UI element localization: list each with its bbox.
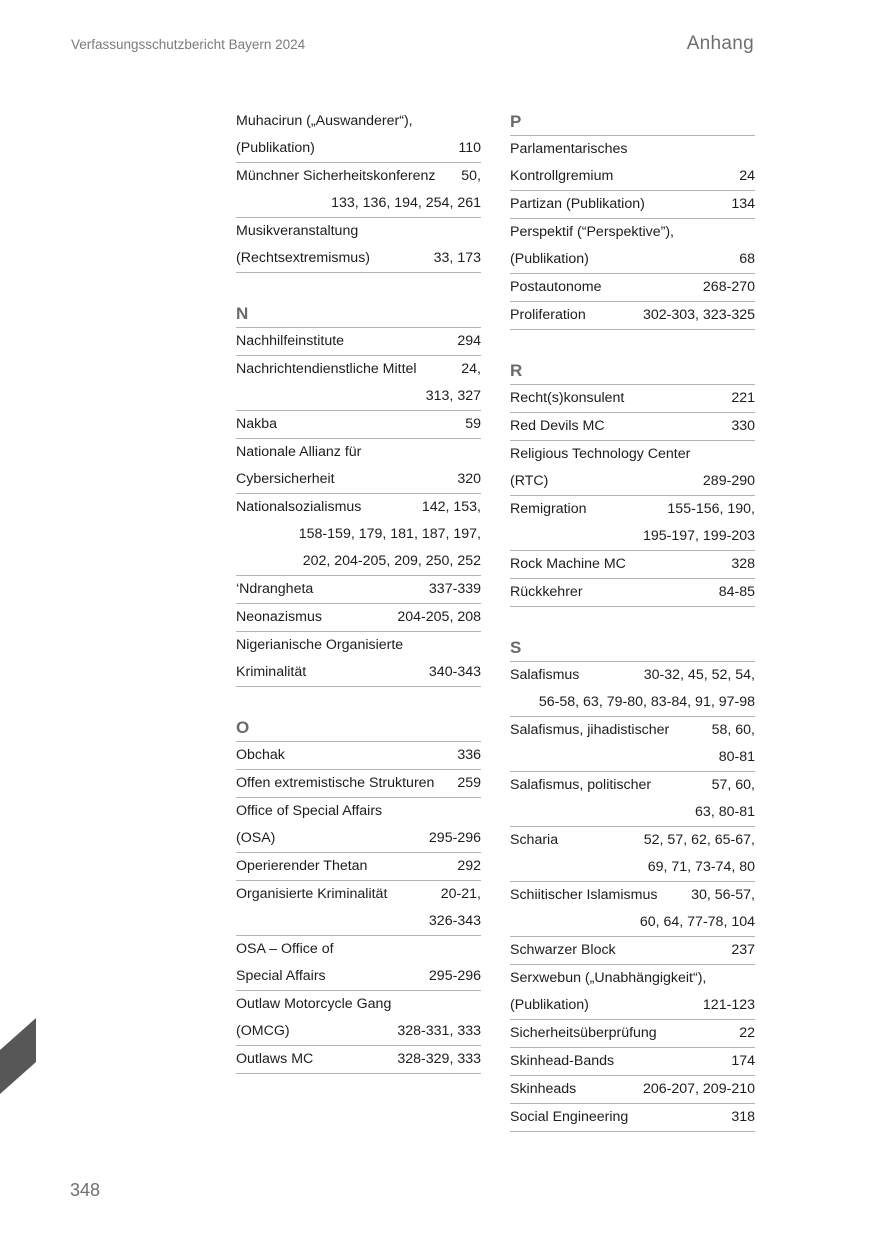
entry-term: Schwarzer Block — [510, 942, 616, 958]
entry-continuation-line — [236, 521, 481, 548]
entry-line — [510, 385, 755, 412]
entry-pages: 328-329, 333 — [397, 1051, 481, 1067]
index-entry — [510, 579, 755, 607]
entry-pages: 60, 64, 77-78, 104 — [639, 914, 755, 930]
index-entry — [236, 108, 481, 163]
entry-term: Recht(s)konsulent — [510, 390, 625, 406]
entry-line — [510, 772, 755, 799]
entry-pages: 295-296 — [428, 968, 481, 984]
entry-continuation-line — [236, 908, 481, 935]
index-entry — [510, 1048, 755, 1076]
entry-continuation-line — [510, 744, 755, 771]
running-header-title: Verfassungsschutzbericht Bayern 2024 — [71, 37, 306, 52]
entry-term: Postautonome — [510, 279, 602, 295]
entry-pages: 110 — [458, 140, 481, 156]
entry-pages: 58, 60, — [711, 722, 755, 738]
entry-term: (Publikation) — [510, 251, 589, 267]
entry-term: Outlaw Motorcycle Gang — [236, 996, 392, 1012]
index-column-left — [236, 108, 481, 1101]
entry-pages: 289-290 — [702, 473, 755, 489]
entry-line — [510, 965, 755, 992]
entry-term: Nationalsozialismus — [236, 499, 362, 515]
entry-line — [236, 411, 481, 438]
entry-pages: 328-331, 333 — [397, 1023, 481, 1039]
index-entry — [510, 496, 755, 551]
entry-term: Offen extremistische Strukturen — [236, 775, 435, 791]
entry-line — [236, 853, 481, 880]
entry-pages: 330 — [731, 418, 755, 434]
entry-pages: 134 — [731, 196, 755, 212]
index-entry — [510, 1104, 755, 1132]
entry-pages: 133, 136, 194, 254, 261 — [331, 195, 481, 211]
entry-pages: 318 — [731, 1109, 755, 1125]
index-entry — [510, 965, 755, 1020]
index-entry — [510, 551, 755, 579]
entry-pages: 30-32, 45, 52, 54, — [643, 667, 755, 683]
entry-pages: 22 — [739, 1025, 755, 1041]
section-letter: P — [510, 108, 755, 136]
entry-pages: 158-159, 179, 181, 187, 197, — [298, 526, 481, 542]
entry-line — [510, 468, 755, 495]
index-entry — [236, 853, 481, 881]
index-entry — [510, 827, 755, 882]
running-header-section: Anhang — [686, 33, 754, 54]
page-number: 348 — [70, 1180, 101, 1200]
entry-term: (OSA) — [236, 830, 276, 846]
entry-continuation-line — [510, 523, 755, 550]
entry-line — [236, 770, 481, 797]
entry-pages: 204-205, 208 — [397, 609, 481, 625]
index-entry — [236, 991, 481, 1046]
entry-term: Salafismus — [510, 667, 580, 683]
entry-pages: 155-156, 190, — [667, 501, 755, 517]
entry-line — [236, 742, 481, 769]
entry-line — [236, 963, 481, 990]
section-letter: O — [236, 714, 481, 742]
entry-pages: 320 — [457, 471, 481, 487]
entry-line — [236, 632, 481, 659]
index-entry — [510, 191, 755, 219]
entry-line — [510, 302, 755, 329]
entry-term: Neonazismus — [236, 609, 322, 625]
entry-term: Religious Technology Center — [510, 446, 691, 462]
entry-line — [236, 218, 481, 245]
entry-term: Nationale Allianz für — [236, 444, 362, 460]
entry-pages: 313, 327 — [425, 388, 481, 404]
entry-line — [236, 356, 481, 383]
index-entry — [236, 604, 481, 632]
entry-continuation-line — [236, 383, 481, 410]
entry-pages: 295-296 — [428, 830, 481, 846]
entry-line — [236, 1018, 481, 1045]
entry-continuation-line — [236, 190, 481, 217]
index-column-right — [510, 108, 755, 1159]
entry-term: Cybersicherheit — [236, 471, 335, 487]
entry-term: Schiitischer Islamismus — [510, 887, 658, 903]
entry-pages: 24, — [461, 361, 481, 377]
thumb-tab-marker — [0, 1018, 36, 1094]
entry-pages: 174 — [731, 1053, 755, 1069]
entry-pages: 206-207, 209-210 — [642, 1081, 755, 1097]
entry-pages: 302-303, 323-325 — [642, 307, 755, 323]
entry-pages: 52, 57, 62, 65-67, — [643, 832, 755, 848]
entry-term: Red Devils MC — [510, 418, 605, 434]
entry-continuation-line — [236, 548, 481, 575]
entry-pages: 30, 56-57, — [691, 887, 755, 903]
entry-continuation-line — [510, 909, 755, 936]
entry-pages: 80-81 — [718, 749, 755, 765]
entry-term: (RTC) — [510, 473, 549, 489]
section-letter: R — [510, 357, 755, 385]
section-letter: S — [510, 634, 755, 662]
entry-term: Special Affairs — [236, 968, 326, 984]
entry-term: Organisierte Kriminalität — [236, 886, 388, 902]
entry-pages: 202, 204-205, 209, 250, 252 — [302, 553, 481, 569]
entry-term: Skinhead-Bands — [510, 1053, 615, 1069]
entry-line — [510, 827, 755, 854]
entry-line — [510, 441, 755, 468]
entry-line — [236, 659, 481, 686]
entry-line — [510, 136, 755, 163]
index-entry — [236, 494, 481, 576]
entry-line — [510, 274, 755, 301]
index-entry — [510, 937, 755, 965]
entry-term: Perspektif (“Perspektive”), — [510, 224, 674, 240]
entry-pages: 326-343 — [428, 913, 481, 929]
entry-line — [510, 1076, 755, 1103]
index-entry — [236, 1046, 481, 1074]
entry-line — [236, 798, 481, 825]
entry-term: Office of Special Affairs — [236, 803, 383, 819]
entry-line — [236, 135, 481, 162]
entry-pages: 20-21, — [440, 886, 481, 902]
entry-line — [510, 163, 755, 190]
entry-line — [510, 1104, 755, 1131]
index-entry — [510, 274, 755, 302]
entry-line — [510, 992, 755, 1019]
entry-line — [510, 882, 755, 909]
entry-line — [236, 881, 481, 908]
entry-line — [510, 662, 755, 689]
entry-pages: 195-197, 199-203 — [642, 528, 755, 544]
entry-line — [510, 191, 755, 218]
entry-term: Outlaws MC — [236, 1051, 314, 1067]
entry-pages: 268-270 — [702, 279, 755, 295]
index-entry — [236, 411, 481, 439]
entry-term: Parlamentarisches — [510, 141, 628, 157]
entry-line — [236, 991, 481, 1018]
entry-pages: 68 — [739, 251, 755, 267]
entry-pages: 121-123 — [702, 997, 755, 1013]
index-entry — [510, 136, 755, 191]
entry-term: (Publikation) — [236, 140, 315, 156]
index-entry — [236, 439, 481, 494]
entry-term: Münchner Sicherheitskonferenz — [236, 168, 436, 184]
entry-pages: 84-85 — [718, 584, 755, 600]
entry-term: Kriminalität — [236, 664, 307, 680]
entry-line — [510, 496, 755, 523]
entry-term: Kontrollgremium — [510, 168, 614, 184]
entry-term: Obchak — [236, 747, 285, 763]
entry-pages: 63, 80-81 — [695, 804, 755, 820]
index-section — [510, 108, 755, 330]
index-entry — [236, 328, 481, 356]
entry-term: Serxwebun („Unabhängigkeit“), — [510, 970, 707, 986]
entry-term: Salafismus, jihadistischer — [510, 722, 670, 738]
entry-pages: 259 — [457, 775, 481, 791]
index-entry — [510, 717, 755, 772]
entry-pages: 221 — [731, 390, 755, 406]
entry-line — [510, 1048, 755, 1075]
entry-line — [510, 937, 755, 964]
entry-pages: 328 — [731, 556, 755, 572]
entry-term: Sicherheitsüberprüfung — [510, 1025, 657, 1041]
entry-term: Scharia — [510, 832, 559, 848]
entry-pages: 337-339 — [428, 581, 481, 597]
index-entry — [236, 356, 481, 411]
entry-pages: 142, 153, — [421, 499, 481, 515]
entry-pages: 237 — [731, 942, 755, 958]
entry-line — [236, 1046, 481, 1073]
index-entry — [510, 1020, 755, 1048]
entry-line — [236, 245, 481, 272]
entry-pages: 292 — [457, 858, 481, 874]
entry-pages: 294 — [457, 333, 481, 349]
index-entry — [510, 302, 755, 330]
index-entry — [236, 798, 481, 853]
entry-term: Salafismus, politischer — [510, 777, 652, 793]
entry-line — [510, 717, 755, 744]
entry-line — [236, 439, 481, 466]
index-entry — [236, 936, 481, 991]
index-section — [510, 357, 755, 607]
entry-line — [236, 936, 481, 963]
entry-term: Partizan (Publikation) — [510, 196, 645, 212]
entry-term: Nigerianische Organisierte — [236, 637, 404, 653]
entry-term: Muhacirun („Auswanderer“), — [236, 113, 413, 129]
entry-term: Social Engineering — [510, 1109, 629, 1125]
index-entry — [236, 881, 481, 936]
entry-pages: 50, — [461, 168, 481, 184]
index-section — [510, 634, 755, 1132]
entry-line — [236, 466, 481, 493]
entry-term: ‘Ndrangheta — [236, 581, 314, 597]
index-entry — [236, 163, 481, 218]
entry-pages: 33, 173 — [433, 250, 481, 266]
index-entry — [510, 1076, 755, 1104]
index-entry — [510, 882, 755, 937]
entry-line — [236, 108, 481, 135]
entry-line — [510, 551, 755, 578]
entry-continuation-line — [510, 854, 755, 881]
entry-line — [510, 219, 755, 246]
entry-pages: 336 — [457, 747, 481, 763]
entry-line — [510, 579, 755, 606]
entry-term: Operierender Thetan — [236, 858, 368, 874]
entry-pages: 340-343 — [428, 664, 481, 680]
index-section — [236, 300, 481, 687]
index-entry — [236, 742, 481, 770]
entry-line — [236, 576, 481, 603]
entry-term: Rock Machine MC — [510, 556, 626, 572]
entry-term: Nachrichtendienstliche Mittel — [236, 361, 417, 377]
index-entry — [236, 218, 481, 273]
entry-line — [236, 604, 481, 631]
entry-term: Proliferation — [510, 307, 586, 323]
index-entry — [510, 219, 755, 274]
index-entry — [236, 632, 481, 687]
index-entry — [510, 385, 755, 413]
index-entry — [510, 413, 755, 441]
entry-continuation-line — [510, 689, 755, 716]
entry-line — [236, 163, 481, 190]
entry-term: Skinheads — [510, 1081, 577, 1097]
index-section — [236, 108, 481, 273]
entry-line — [236, 494, 481, 521]
entry-line — [510, 246, 755, 273]
entry-pages: 24 — [739, 168, 755, 184]
index-section — [236, 714, 481, 1074]
entry-term: Nakba — [236, 416, 278, 432]
entry-line — [236, 328, 481, 355]
entry-line — [510, 1020, 755, 1047]
entry-pages: 69, 71, 73-74, 80 — [647, 859, 755, 875]
index-entry — [510, 662, 755, 717]
entry-term: (Publikation) — [510, 997, 589, 1013]
index-entry — [510, 772, 755, 827]
section-letter: N — [236, 300, 481, 328]
entry-term: Remigration — [510, 501, 587, 517]
index-entry — [236, 576, 481, 604]
entry-term: Rückkehrer — [510, 584, 583, 600]
entry-pages: 59 — [465, 416, 481, 432]
entry-term: (Rechtsextremismus) — [236, 250, 371, 266]
entry-pages: 56-58, 63, 79-80, 83-84, 91, 97-98 — [538, 694, 755, 710]
entry-continuation-line — [510, 799, 755, 826]
entry-term: OSA – Office of — [236, 941, 334, 957]
entry-term: (OMCG) — [236, 1023, 290, 1039]
entry-line — [510, 413, 755, 440]
entry-line — [236, 825, 481, 852]
index-entry — [236, 770, 481, 798]
entry-term: Musikveranstaltung — [236, 223, 359, 239]
index-entry — [510, 441, 755, 496]
entry-pages: 57, 60, — [711, 777, 755, 793]
entry-term: Nachhilfeinstitute — [236, 333, 345, 349]
